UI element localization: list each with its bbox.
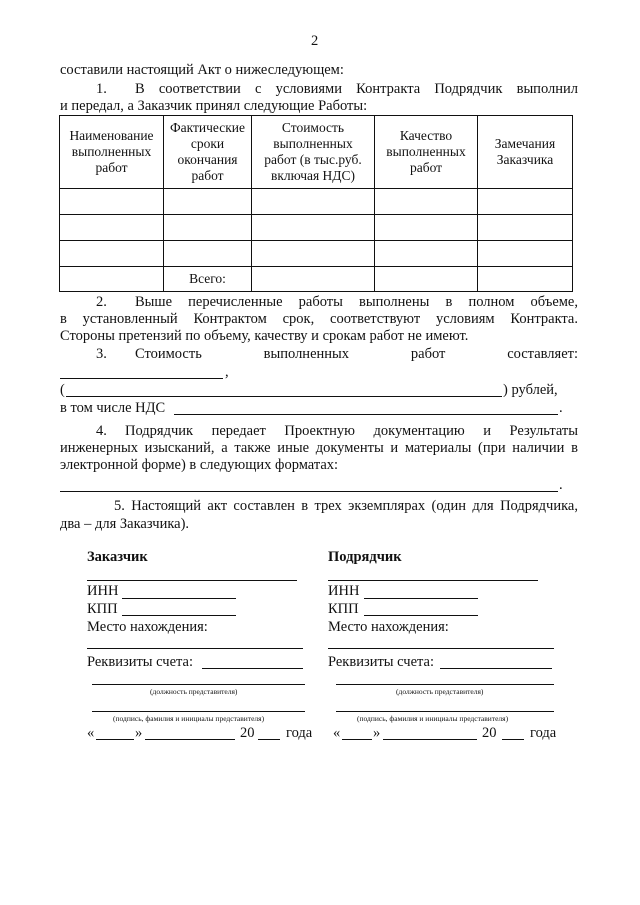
p5-line2: два – для Заказчика). — [60, 516, 190, 532]
table-cell[interactable] — [252, 241, 375, 267]
table-cell[interactable] — [478, 189, 573, 215]
p3-line1: Стоимость выполненных работ составляет: — [135, 346, 578, 362]
header-cost: Стоимость выполненных работ (в тыс.руб. включая НДС) — [252, 116, 375, 189]
contractor-signature-caption: (подпись, фамилия и инициалы представителя) — [357, 714, 509, 723]
contractor-signature-line[interactable] — [336, 711, 554, 712]
p1-line1: В соответствии с условиями Контракта Подрядчик выполнил — [135, 81, 578, 97]
customer-date-close: » — [135, 725, 143, 741]
table-cell[interactable] — [478, 241, 573, 267]
customer-kpp-label: КПП — [87, 601, 118, 617]
customer-year-suffix: года — [286, 725, 313, 741]
customer-position-caption: (должность представителя) — [150, 687, 238, 696]
customer-heading: Заказчик — [87, 549, 148, 565]
p3-vat-label: в том числе НДС — [60, 400, 166, 416]
customer-name-line[interactable] — [87, 580, 297, 581]
p4-period: . — [559, 477, 563, 493]
p3-rubles: ) рублей, — [503, 382, 558, 398]
contractor-inn-line[interactable] — [364, 598, 478, 599]
total-label: Всего: — [164, 267, 252, 292]
customer-year-prefix: 20 — [240, 725, 255, 741]
customer-signature-line[interactable] — [92, 711, 305, 712]
table-row — [60, 189, 573, 215]
customer-bank-label: Реквизиты счета: — [87, 654, 194, 670]
customer-kpp-line[interactable] — [122, 615, 236, 616]
contractor-date-close: » — [373, 725, 381, 741]
contractor-location-line[interactable] — [328, 648, 554, 649]
contractor-day-line[interactable] — [342, 739, 372, 740]
table-cell[interactable] — [60, 215, 164, 241]
contractor-heading: Подрядчик — [328, 549, 402, 565]
p1-line2: и передал, а Заказчик принял следующие Работы: — [60, 98, 368, 114]
formats-line[interactable] — [60, 491, 558, 492]
table-cell[interactable] — [164, 241, 252, 267]
p2-line2: в установленный Контрактом срок, соответствуют условиям Контракта. — [60, 311, 578, 327]
contractor-position-caption: (должность представителя) — [396, 687, 484, 696]
p4-line3: электронной форме) в следующих форматах: — [60, 457, 339, 473]
p4-line1: Подрядчик передает Проектную документацию и Результаты — [125, 423, 578, 439]
table-cell[interactable] — [164, 189, 252, 215]
p3-open-paren: ( — [60, 382, 65, 398]
customer-day-line[interactable] — [96, 739, 134, 740]
vat-amount-line[interactable] — [174, 414, 558, 415]
works-table — [59, 115, 573, 292]
p2-number: 2. — [96, 294, 107, 310]
p3-period: . — [559, 400, 563, 416]
p4-line2: инженерных изысканий, а также иные документы и материалы (при наличии в — [60, 440, 578, 456]
customer-location-line[interactable] — [87, 648, 303, 649]
contractor-date-open: « — [333, 725, 341, 741]
page-number: 2 — [311, 33, 319, 49]
p3-number: 3. — [96, 346, 107, 362]
p2-line1: Выше перечисленные работы выполнены в полном объеме, — [135, 294, 578, 310]
customer-inn-label: ИНН — [87, 583, 119, 599]
contractor-kpp-label: КПП — [328, 601, 359, 617]
table-cell[interactable] — [375, 267, 478, 292]
customer-bank-line[interactable] — [202, 668, 303, 669]
table-row — [60, 215, 573, 241]
table-cell[interactable] — [478, 267, 573, 292]
table-cell[interactable] — [375, 189, 478, 215]
customer-signature-caption: (подпись, фамилия и инициалы представителя) — [113, 714, 265, 723]
customer-inn-line[interactable] — [122, 598, 236, 599]
cost-number-line[interactable] — [60, 378, 223, 379]
p1-number: 1. — [96, 81, 107, 97]
contractor-year-line[interactable] — [502, 739, 524, 740]
intro-text: составили настоящий Акт о нижеследующем: — [60, 62, 344, 78]
table-cell[interactable] — [375, 215, 478, 241]
customer-location-label: Место нахождения: — [87, 619, 208, 635]
table-cell[interactable] — [164, 215, 252, 241]
contractor-bank-label: Реквизиты счета: — [328, 654, 435, 670]
p2-line3: Стороны претензий по объему, качеству и срокам работ не имеют. — [60, 328, 469, 344]
p3-comma: , — [225, 364, 229, 380]
table-cell[interactable] — [60, 267, 164, 292]
cost-words-line[interactable] — [66, 396, 502, 397]
header-quality: Качество выполненных работ — [375, 116, 478, 189]
contractor-bank-line[interactable] — [440, 668, 552, 669]
p5-line1: 5. Настоящий акт составлен в трех экземплярах (один для Подрядчика, — [114, 498, 578, 514]
total-cost-cell[interactable] — [252, 267, 375, 292]
table-cell[interactable] — [60, 241, 164, 267]
contractor-name-line[interactable] — [328, 580, 538, 581]
table-row — [60, 241, 573, 267]
contractor-inn-label: ИНН — [328, 583, 360, 599]
customer-date-open: « — [87, 725, 95, 741]
customer-year-line[interactable] — [258, 739, 280, 740]
table-header-row — [60, 116, 573, 189]
contractor-position-line[interactable] — [336, 684, 554, 685]
contractor-year-prefix: 20 — [482, 725, 497, 741]
customer-position-line[interactable] — [92, 684, 305, 685]
table-cell[interactable] — [252, 215, 375, 241]
p4-number: 4. — [96, 423, 107, 439]
table-cell[interactable] — [60, 189, 164, 215]
table-total-row — [60, 267, 573, 292]
table-cell[interactable] — [478, 215, 573, 241]
header-actual-dates: Фактические сроки окончания работ — [164, 116, 252, 189]
contractor-kpp-line[interactable] — [364, 615, 478, 616]
contractor-location-label: Место нахождения: — [328, 619, 449, 635]
table-cell[interactable] — [252, 189, 375, 215]
contractor-month-line[interactable] — [383, 739, 477, 740]
contractor-year-suffix: года — [530, 725, 557, 741]
header-remarks: Замечания Заказчика — [478, 116, 573, 189]
header-work-name: Наименование выполненных работ — [60, 116, 164, 189]
customer-month-line[interactable] — [145, 739, 235, 740]
table-cell[interactable] — [375, 241, 478, 267]
